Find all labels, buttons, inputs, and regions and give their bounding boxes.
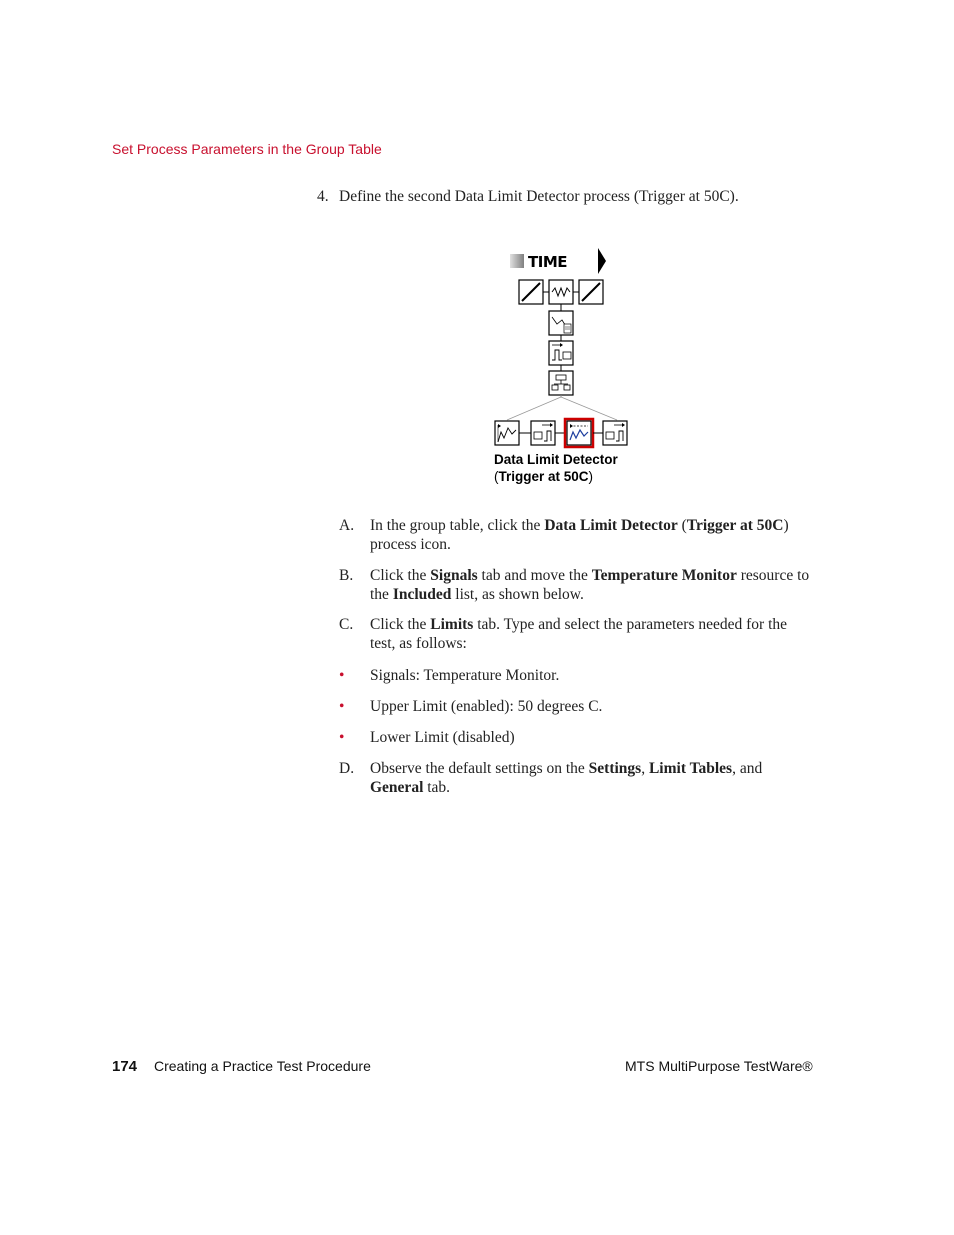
bullet-marker: • — [339, 729, 345, 746]
substep-c — [339, 615, 814, 653]
bullet-item — [339, 728, 814, 747]
page-number: 174 — [112, 1058, 138, 1075]
cycle-icon[interactable] — [549, 280, 573, 304]
time-label: TIME — [528, 253, 567, 271]
digital-input-icon-2[interactable] — [603, 421, 627, 445]
process-diagram-graphic — [490, 244, 640, 454]
substep-marker: D. — [339, 760, 355, 777]
bullet-marker: • — [339, 698, 345, 715]
digital-input-icon[interactable] — [549, 341, 573, 365]
substep-text: Click the Signals tab and move the Temperature Monitor resource to the Included list, as shown below. — [370, 567, 810, 603]
substep-text: Click the Limits tab. Type and select the parameters needed for the test, as follows: — [370, 616, 787, 652]
ramp-icon[interactable] — [519, 280, 543, 304]
substep-d — [339, 759, 814, 797]
chapter-title: Creating a Practice Test Procedure — [154, 1058, 371, 1074]
bullet-text: Upper Limit (enabled): 50 degrees C. — [370, 698, 603, 715]
substep-marker: B. — [339, 567, 354, 584]
time-arrow-icon — [510, 248, 606, 274]
substep-marker: C. — [339, 616, 354, 633]
step-4 — [317, 188, 739, 206]
ramp-icon-2[interactable] — [579, 280, 603, 304]
caption-trigger: Trigger at 50C — [498, 469, 589, 484]
bullet-text: Signals: Temperature Monitor. — [370, 667, 560, 684]
substep-text: Observe the default settings on the Settings, Limit Tables, and General tab. — [370, 760, 763, 796]
step-number: 4. — [317, 188, 329, 205]
substep-text: In the group table, click the Data Limit Detector (Trigger at 50C) process icon. — [370, 517, 789, 553]
substep-b — [339, 566, 814, 604]
data-acquisition-icon[interactable] — [549, 311, 573, 335]
caption-line-2: (Trigger at 50C) — [494, 469, 594, 484]
step-text: Define the second Data Limit Detector process (Trigger at 50C). — [339, 188, 739, 205]
bullet-marker: • — [339, 667, 345, 684]
digital-output-icon[interactable] — [531, 421, 555, 445]
bullet-item — [339, 697, 814, 716]
substep-marker: A. — [339, 517, 355, 534]
substep-a — [339, 516, 814, 554]
bullet-item — [339, 666, 814, 685]
section-title: Set Process Parameters in the Group Table — [112, 141, 382, 157]
product-name: MTS MultiPurpose TestWare® — [625, 1058, 813, 1074]
bullet-text: Lower Limit (disabled) — [370, 729, 515, 746]
waveform-detector-icon[interactable] — [495, 421, 519, 445]
data-limit-detector-icon[interactable] — [565, 419, 593, 447]
caption-line-1: Data Limit Detector — [494, 452, 618, 467]
figure-caption — [494, 451, 618, 485]
group-icon[interactable] — [549, 371, 573, 395]
